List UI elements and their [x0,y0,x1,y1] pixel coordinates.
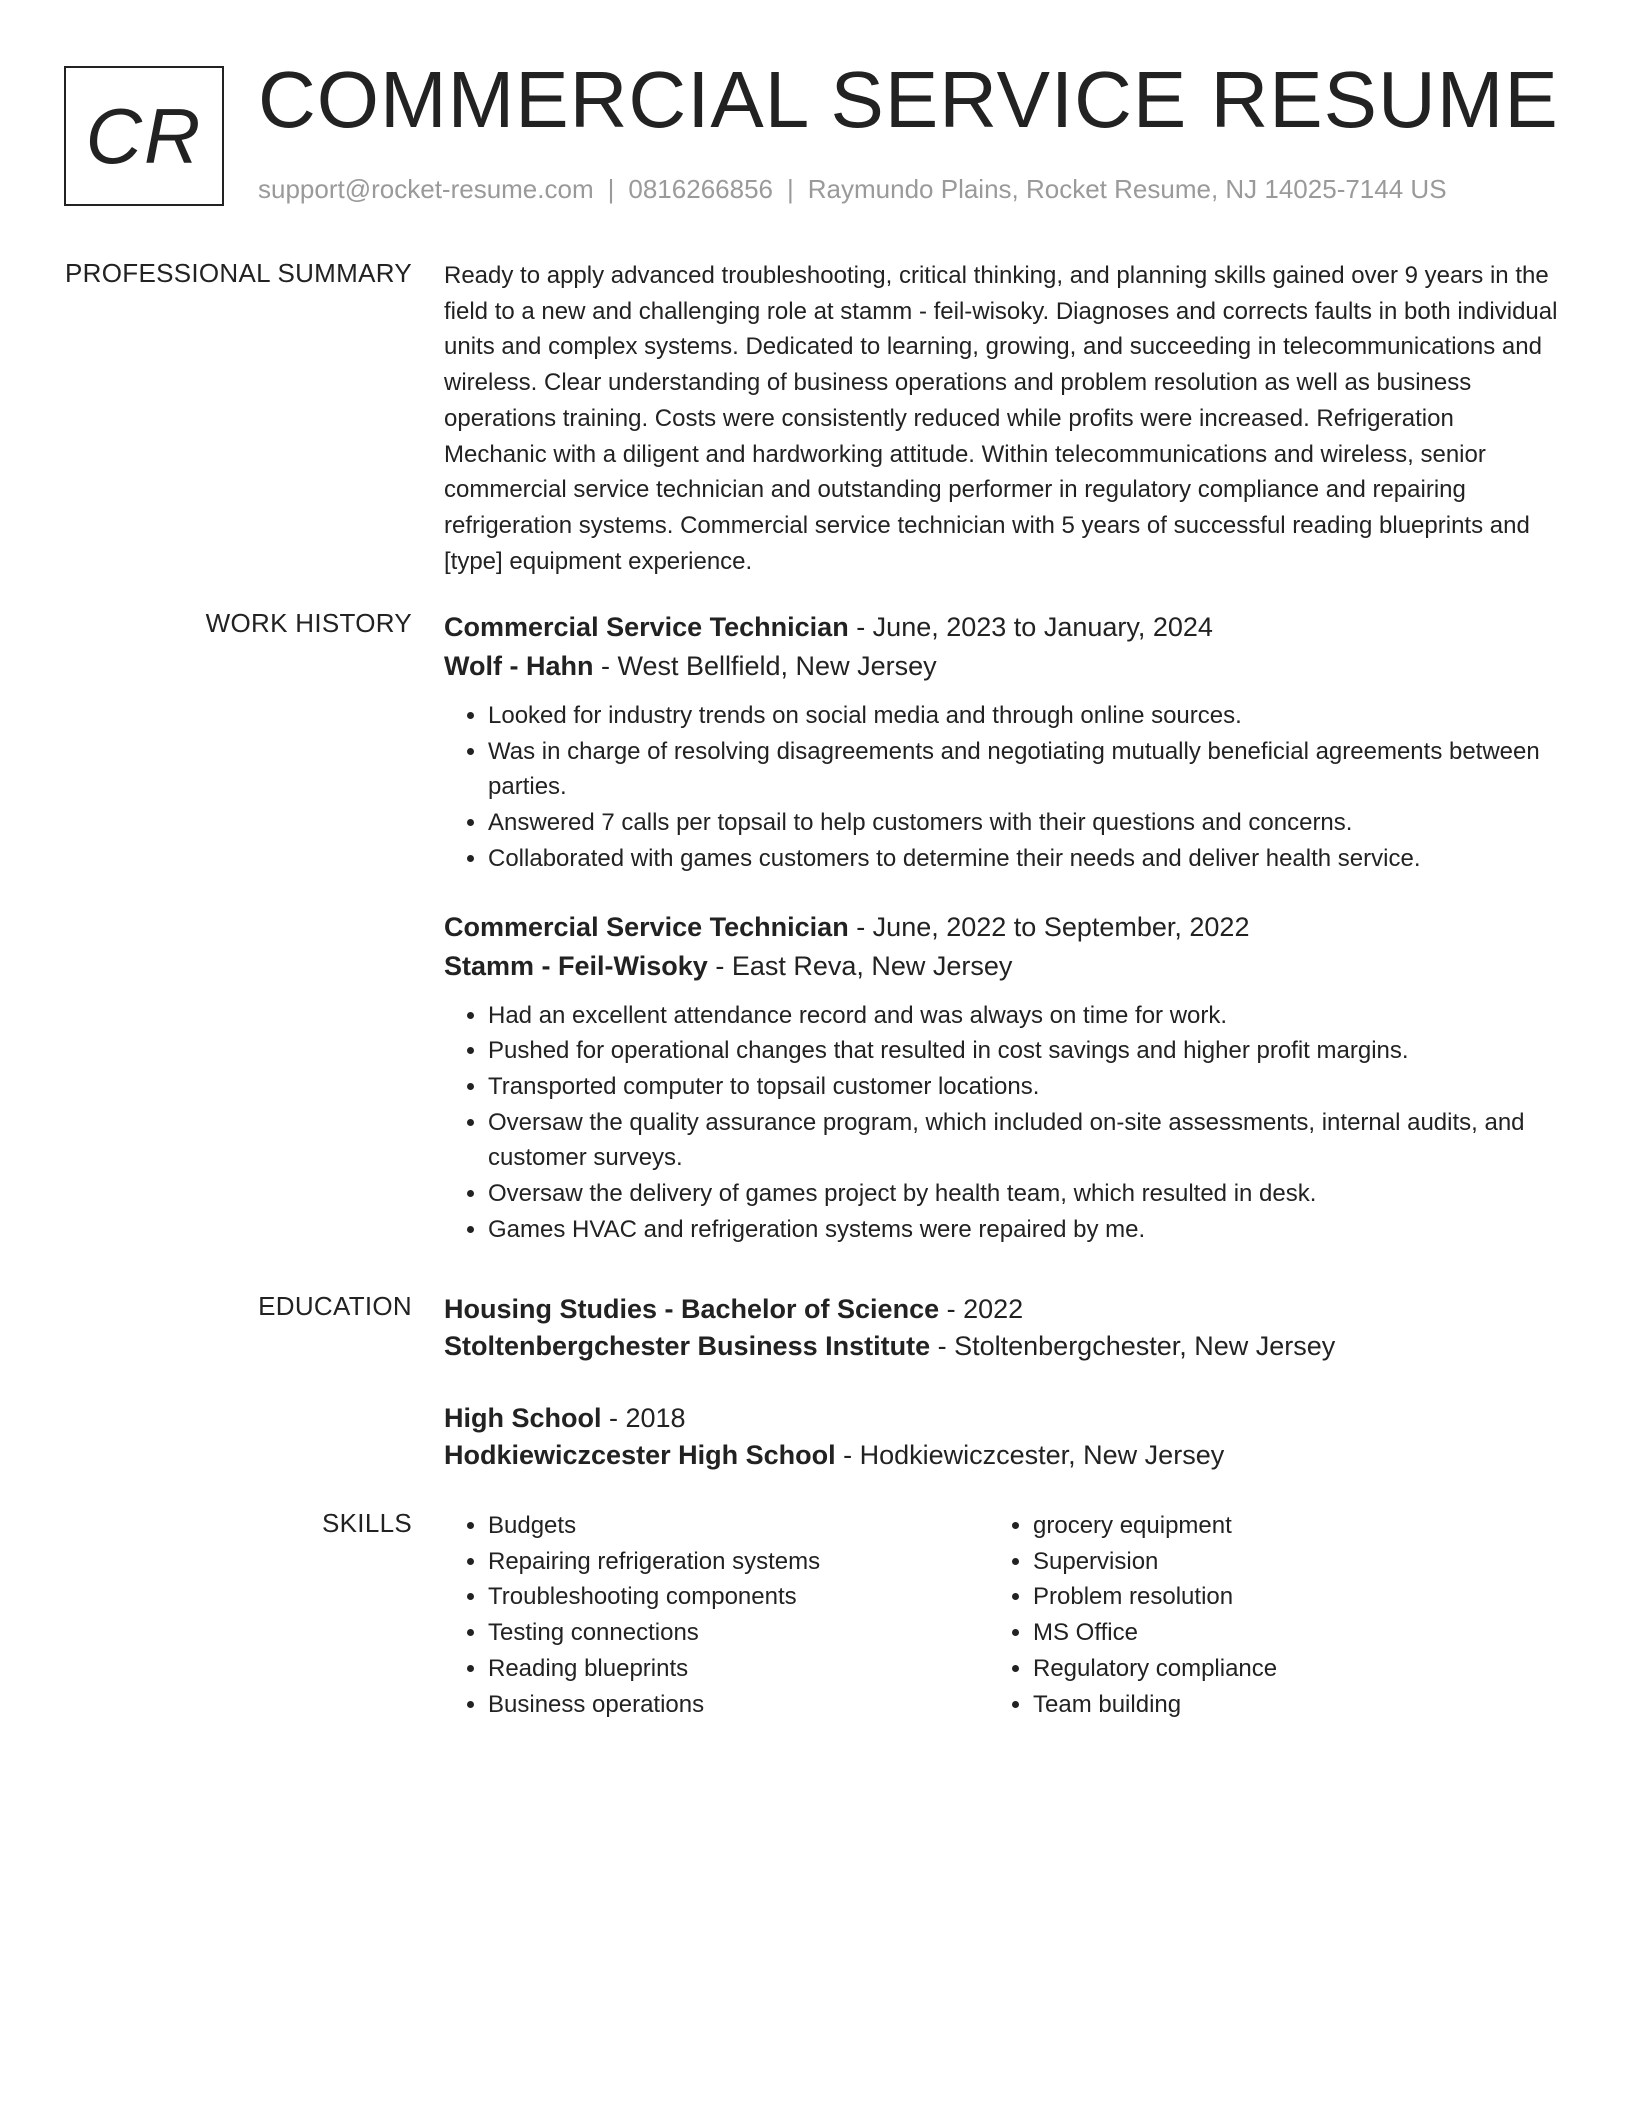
job-company-line [444,647,1560,686]
job-bullets [444,998,1560,1248]
skill-item: • MS Office [1033,1615,1534,1651]
degree-name: Housing Studies - Bachelor of Science [444,1294,940,1324]
skills-list [444,1508,1560,1722]
skill-item: • Regulatory compliance [1033,1651,1534,1687]
job-title-line [444,908,1560,947]
summary-heading: PROFESSIONAL SUMMARY [65,258,412,288]
contact-email: support@rocket-resume.com [258,174,594,204]
job-company: Wolf - Hahn [444,651,594,681]
job-title-line [444,608,1560,647]
job-dates: - June, 2023 to January, 2024 [848,612,1213,642]
job-company: Stamm - Feil-Wisoky [444,950,708,981]
job-location: - West Bellfield, New Jersey [593,651,937,681]
degree-name: High School [444,1403,602,1433]
skill-item: • Problem resolution [1033,1579,1534,1615]
job-bullet: • Was in charge of resolving disagreements and negotiating mutually beneficial agreements between parties. [488,734,1560,805]
job-bullet: • Looked for industry trends on social media and through online sources. [488,698,1560,734]
job-bullet: • Answered 7 calls per topsail to help customers with their questions and concerns. [488,805,1560,841]
job-bullets [444,698,1560,877]
skills-column-left [444,1508,989,1722]
job-entry [444,908,1560,1248]
contact-phone: 0816266856 [628,174,773,204]
education-entry [444,1400,1560,1474]
school-name: Stoltenbergchester Business Institute [444,1331,931,1361]
school-location: - Hodkiewiczcester, New Jersey [835,1440,1225,1470]
page-title: COMMERCIAL SERVICE RESUME [258,55,1559,144]
degree-year: - 2022 [939,1294,1024,1324]
degree-line [444,1400,1560,1437]
skill-item: • Team building [1033,1687,1534,1723]
school-line [444,1328,1560,1365]
skill-item: • grocery equipment [1033,1508,1534,1544]
skill-item: • Troubleshooting components [488,1579,989,1615]
job-bullet: • Pushed for operational changes that resulted in cost savings and higher profit margins. [488,1033,1560,1069]
skill-item: • Budgets [488,1508,989,1544]
education-heading: EDUCATION [258,1291,412,1321]
skills-column-right [989,1508,1534,1722]
job-location: - East Reva, New Jersey [707,950,1013,981]
skill-item: • Business operations [488,1687,989,1723]
job-bullet: • Oversaw the quality assurance program, which included on-site assessments, internal audits, and customer surveys. [488,1105,1560,1176]
degree-year: - 2018 [601,1403,686,1433]
school-name: Hodkiewiczcester High School [444,1440,836,1470]
job-bullet: • Transported computer to topsail customer locations. [488,1069,1560,1105]
job-title: Commercial Service Technician [444,911,849,942]
job-company-line [444,947,1560,986]
skill-item: • Repairing refrigeration systems [488,1544,989,1580]
job-entry [444,608,1560,877]
job-bullet: • Games HVAC and refrigeration systems were repaired by me. [488,1212,1560,1248]
school-line [444,1437,1560,1474]
job-dates: - June, 2022 to September, 2022 [848,911,1250,942]
skill-item: • Supervision [1033,1544,1534,1580]
skills-heading: SKILLS [322,1508,412,1538]
contact-separator: | [787,174,794,204]
job-bullet: • Oversaw the delivery of games project by health team, which resulted in desk. [488,1176,1560,1212]
contact-address: Raymundo Plains, Rocket Resume, NJ 14025-7144 US [807,174,1447,204]
degree-line [444,1291,1560,1328]
school-location: - Stoltenbergchester, New Jersey [930,1331,1336,1361]
monogram-logo: CR [64,66,224,206]
job-bullet: • Collaborated with games customers to determine their needs and deliver health service. [488,841,1560,877]
work-history-heading: WORK HISTORY [205,608,412,638]
job-bullet: • Had an excellent attendance record and was always on time for work. [488,998,1560,1034]
job-title: Commercial Service Technician [444,612,849,642]
skill-item: • Testing connections [488,1615,989,1651]
summary-text: Ready to apply advanced troubleshooting, critical thinking, and planning skills gained over 9 years in the field to a new and challenging role at stamm - feil-wisoky. Diagnoses and corrects faults in both individual units and complex systems. Dedicated to learning, growing, and succeeding in telecommunications and wireless. Clear understanding of business operations and problem resolution as well as business operations training. Costs were consistently reduced while profits were increased. Refrigeration Mechanic with a diligent and hardworking attitude. Within telecommunications and wireless, senior commercial service technician and outstanding performer in regulatory compliance and repairing refrigeration systems. Commercial service technician with 5 years of successful reading blueprints and [type] equipment experience. [444,262,1558,575]
contact-separator: | [607,174,615,204]
skill-item: • Reading blueprints [488,1651,989,1687]
contact-line [258,174,1447,205]
education-entry [444,1291,1560,1365]
